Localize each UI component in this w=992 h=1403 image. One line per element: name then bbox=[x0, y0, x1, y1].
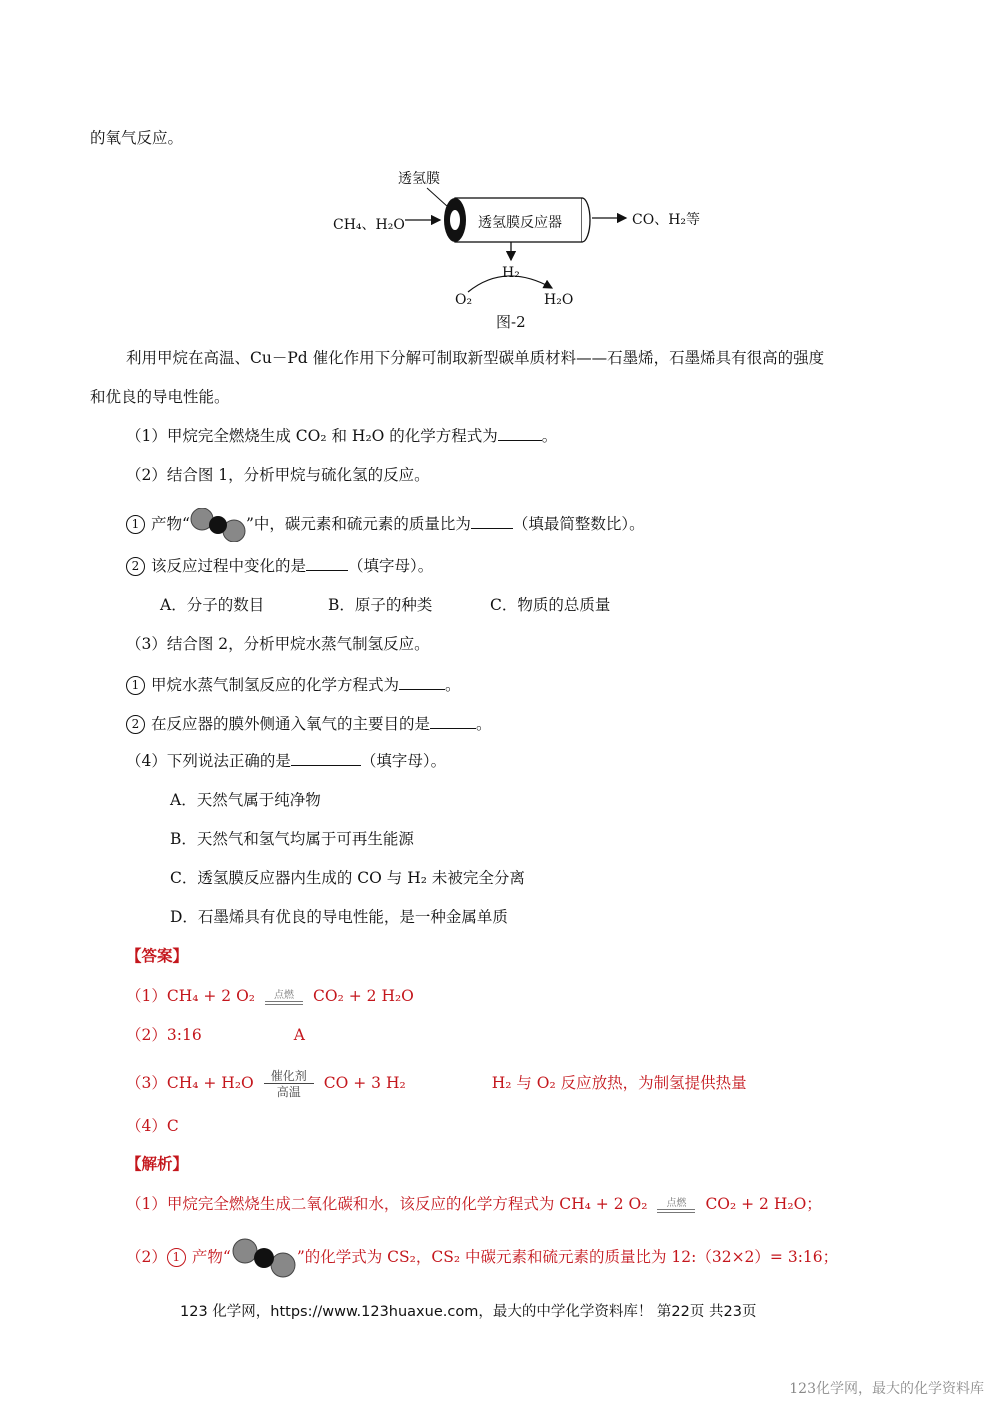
paragraph-line-1: 利用甲烷在高温、Cu－Pd 催化作用下分解可制取新型碳单质材料——石墨烯，石墨烯具有很高的强度 bbox=[126, 349, 825, 367]
membrane-pointer bbox=[427, 188, 448, 207]
analysis-1: （1）甲烷完全燃烧生成二氧化碳和水，该反应的化学方程式为 CH₄ + 2 O₂ 点燃 CO₂ + 2 H₂O； bbox=[126, 1195, 822, 1213]
figure-2-diagram bbox=[0, 0, 992, 340]
paragraph-line-2: 和优良的导电性能。 bbox=[90, 388, 230, 406]
question-2-2: 2 该反应过程中变化的是 （填字母）。 bbox=[126, 555, 433, 577]
q2-option-b: B．原子的种类 bbox=[328, 596, 433, 614]
q4-option-a: A．天然气属于纯净物 bbox=[170, 791, 321, 809]
input-label: CH₄、H₂O bbox=[333, 217, 405, 233]
answer-1: （1）CH₄ + 2 O₂ 点燃 CO₂ + 2 H₂O bbox=[126, 987, 414, 1005]
question-4: （4）下列说法正确的是 （填字母）。 bbox=[126, 752, 447, 770]
page-footer: 123 化学网，https://www.123huaxue.com，最大的中学化学资料库！ 第22页 共23页 bbox=[180, 1304, 757, 1320]
figure-caption: 图-2 bbox=[496, 313, 526, 331]
watermark: 123化学网，最大的化学资料库 bbox=[789, 1381, 984, 1397]
q4-option-d: D．石墨烯具有优良的导电性能，是一种金属单质 bbox=[170, 908, 508, 926]
q2-option-a: A．分子的数目 bbox=[160, 596, 265, 614]
membrane-label: 透氢膜 bbox=[398, 171, 440, 187]
cs2-molecule-icon bbox=[190, 508, 246, 542]
question-2: （2）结合图 1，分析甲烷与硫化氢的反应。 bbox=[126, 466, 430, 484]
analysis-title: 【解析】 bbox=[126, 1154, 189, 1173]
answer-3: （3）CH₄ + H₂O 催化剂 高温 CO + 3 H₂ H₂ 与 O₂ 反应放热，为制氢提供热量 bbox=[126, 1069, 747, 1099]
question-1: （1）甲烷完全燃烧生成 CO₂ 和 H₂O 的化学方程式为 。 bbox=[126, 427, 558, 445]
answer-2: （2）3:16 A bbox=[126, 1026, 305, 1044]
q4-option-c: C．透氢膜反应器内生成的 CO 与 H₂ 未被完全分离 bbox=[170, 869, 525, 887]
question-3-2: 2 在反应器的膜外侧通入氧气的主要目的是 。 bbox=[126, 713, 492, 735]
question-3: （3）结合图 2，分析甲烷水蒸气制氢反应。 bbox=[126, 635, 430, 653]
h2-label: H₂ bbox=[502, 265, 520, 281]
output-label: CO、H₂等 bbox=[632, 212, 701, 228]
continuation-text: 的氧气反应。 bbox=[90, 129, 184, 147]
answer-4: （4）C bbox=[126, 1117, 179, 1135]
question-3-1: 1 甲烷水蒸气制氢反应的化学方程式为 。 bbox=[126, 674, 461, 696]
analysis-2: （2） 1 产物“ ”的化学式为 CS₂，CS₂ 中碳元素和硫元素的质量比为 12:（32×2）= 3:16； bbox=[126, 1238, 838, 1278]
o2-label: O₂ bbox=[455, 292, 473, 308]
cs2-molecule-icon-2 bbox=[231, 1238, 297, 1278]
q2-option-c: C．物质的总质量 bbox=[490, 596, 611, 614]
reactor-label: 透氢膜反应器 bbox=[478, 215, 562, 231]
h2o-label: H₂O bbox=[544, 292, 574, 308]
answer-title: 【答案】 bbox=[126, 946, 189, 965]
question-2-1: 1 产物“ ”中，碳元素和硫元素的质量比为 （填最简整数比）。 bbox=[126, 508, 645, 542]
q4-option-b: B．天然气和氢气均属于可再生能源 bbox=[170, 830, 414, 848]
